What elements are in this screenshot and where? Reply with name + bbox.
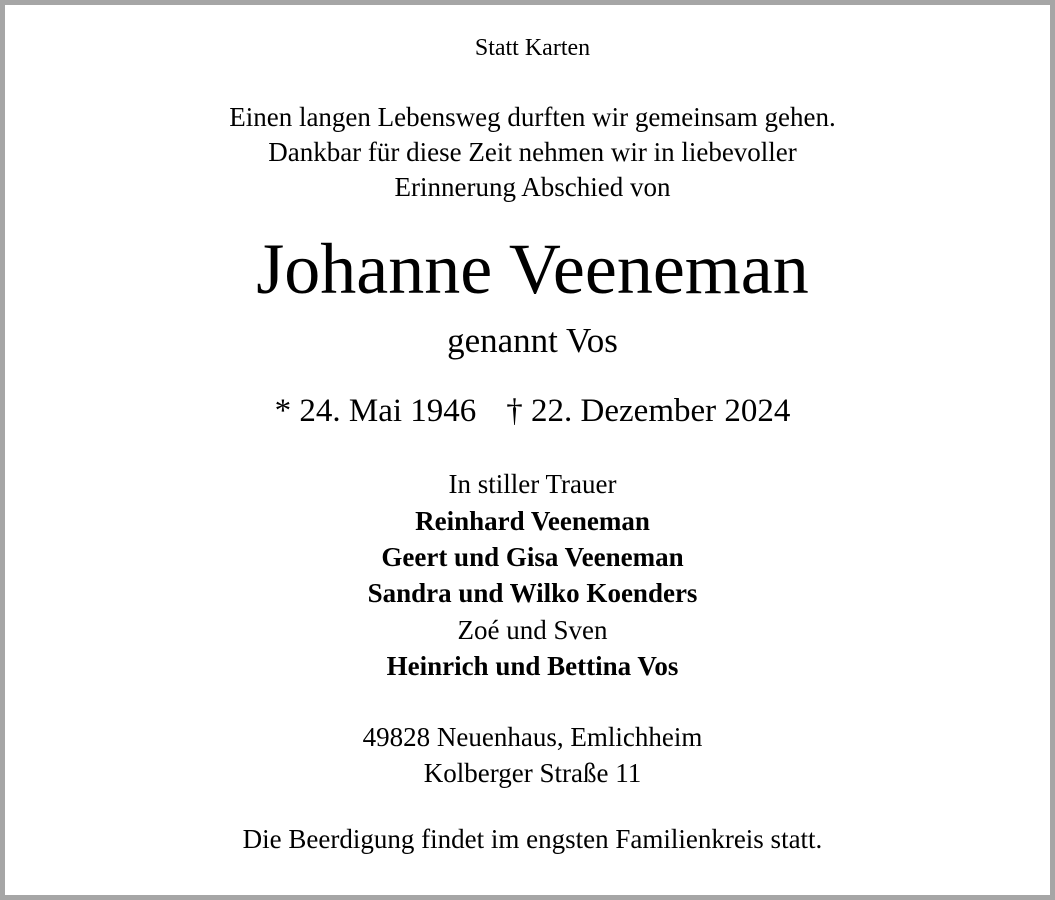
funeral-note: Die Beerdigung findet im engsten Familienkreis statt. [242,824,823,854]
notice-header: Statt Karten [474,35,591,61]
deceased-alias: genannt Vos [447,321,618,360]
mourner-name: Heinrich und Bettina Vos [386,651,679,681]
address-line-1: 49828 Neuenhaus, Emlichheim [362,722,703,752]
mourner-name: Geert und Gisa Veeneman [381,542,684,572]
intro-line-1: Einen langen Lebensweg durften wir gemeinsam gehen. [229,102,836,132]
life-dates [5,395,1055,428]
deceased-name: Johanne Veeneman [256,229,809,309]
mourner-name: Zoé und Sven [457,615,608,645]
birth-date: * 24. Mai 1946 [274,393,477,429]
intro-line-2: Dankbar für diese Zeit nehmen wir in liebevoller [268,137,797,167]
mourner-name: Sandra und Wilko Koenders [367,578,698,608]
death-date: † 22. Dezember 2024 [506,393,791,429]
address-line-2: Kolberger Straße 11 [423,758,642,788]
mourning-intro: In stiller Trauer [448,469,617,499]
intro-line-3: Erinnerung Abschied von [394,172,671,202]
mourner-name: Reinhard Veeneman [415,506,650,536]
